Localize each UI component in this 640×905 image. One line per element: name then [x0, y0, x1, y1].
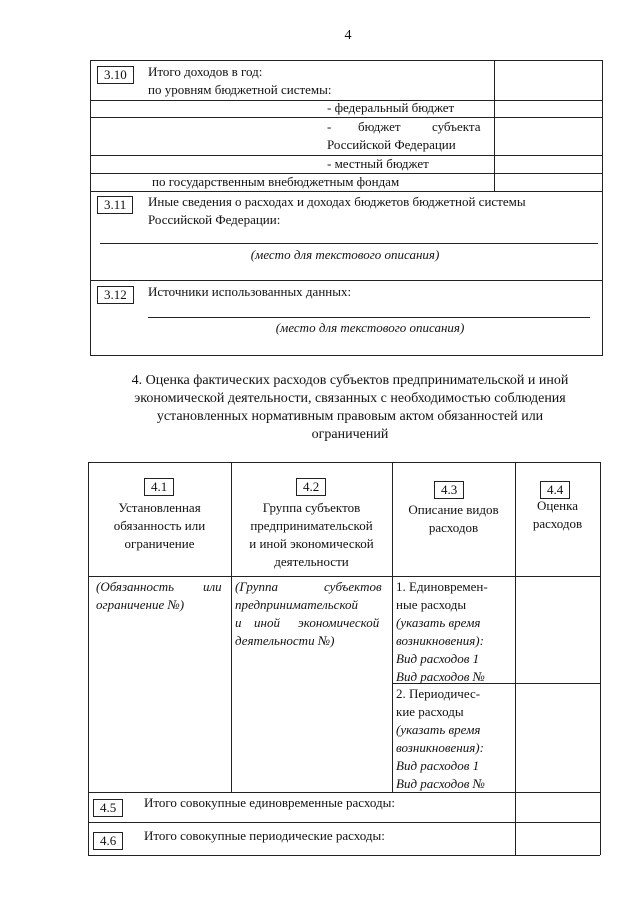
- col-4-3-line2: расходов: [428, 520, 479, 535]
- section-4-heading-line3: установленных нормативным правовым актом обязанностей или: [156, 409, 544, 424]
- row-number-4-5: 4.5: [93, 799, 123, 817]
- other-info-line2: Российской Федерации:: [148, 212, 281, 227]
- periodic-line6: Вид расходов №: [396, 776, 485, 791]
- row-number-4-6: 4.6: [93, 832, 123, 850]
- row-number-3-12: 3.12: [97, 286, 134, 304]
- subject-budget-dash: -: [327, 119, 332, 134]
- group-placeholder-d: и: [235, 615, 242, 630]
- col-4-2-line1: Группа субъектов: [262, 500, 361, 515]
- obligation-placeholder-b: или: [203, 579, 222, 594]
- one-time-line2: ные расходы: [396, 597, 467, 612]
- data-sources-label: Источники использованных данных:: [148, 284, 352, 299]
- page-number: 4: [344, 28, 352, 43]
- federal-budget-label: - федеральный бюджет: [327, 100, 455, 115]
- one-time-line3: (указать время: [396, 615, 481, 630]
- group-placeholder-c: предпринимательской: [235, 597, 359, 612]
- group-placeholder-a: (Группа: [235, 579, 278, 594]
- obligation-placeholder-a: (Обязанность: [96, 579, 175, 594]
- col-number-4-2: 4.2: [296, 478, 326, 496]
- col-4-4-line2: расходов: [532, 516, 583, 531]
- col-4-2-line4: деятельности: [274, 554, 349, 569]
- col-4-1-line3: ограничение: [124, 536, 195, 551]
- group-placeholder-g: деятельности №): [235, 633, 335, 648]
- periodic-line1: 2. Периодичес-: [396, 686, 481, 701]
- text-description-placeholder-3-12: (место для текстового описания): [275, 320, 465, 335]
- by-budget-levels-label: по уровням бюджетной системы:: [148, 82, 332, 97]
- section-4-heading-line4: ограничений: [311, 427, 389, 442]
- periodic-line5: Вид расходов 1: [396, 758, 480, 773]
- section-4-heading-line2: экономической деятельности, связанных с необходимостью соблюдения: [134, 391, 566, 406]
- group-placeholder-e: иной: [254, 615, 280, 630]
- one-time-line6: Вид расходов №: [396, 669, 485, 684]
- col-number-4-1: 4.1: [144, 478, 174, 496]
- periodic-line4: возникновения):: [396, 740, 484, 755]
- one-time-line4: возникновения):: [396, 633, 484, 648]
- subject-word: субъекта: [432, 119, 481, 134]
- col-4-2-line2: предпринимательской: [250, 518, 373, 533]
- total-one-time-label: Итого совокупные единовременные расходы:: [144, 795, 395, 810]
- col-number-4-3: 4.3: [434, 481, 464, 499]
- periodic-line2: кие расходы: [396, 704, 464, 719]
- section-4-heading-line1: 4. Оценка фактических расходов субъектов предпринимательской и иной: [131, 373, 569, 388]
- col-4-1-line2: обязанность или: [113, 518, 206, 533]
- obligation-placeholder-c: ограничение №): [96, 597, 185, 612]
- col-4-1-line1: Установленная: [118, 500, 201, 515]
- group-placeholder-b: субъектов: [324, 579, 382, 594]
- periodic-line3: (указать время: [396, 722, 481, 737]
- group-placeholder-f: экономической: [298, 615, 380, 630]
- total-periodic-label: Итого совокупные периодические расходы:: [144, 828, 385, 843]
- subject-budget-word: бюджет: [358, 119, 401, 134]
- extrabudgetary-funds-label: по государственным внебюджетным фондам: [152, 174, 400, 189]
- col-4-4-line1: Оценка: [537, 498, 578, 513]
- text-description-placeholder-3-11: (место для текстового описания): [250, 247, 440, 262]
- col-number-4-4: 4.4: [540, 481, 570, 499]
- col-4-2-line3: и иной экономической: [249, 536, 374, 551]
- row-number-3-11: 3.11: [97, 196, 133, 214]
- one-time-line5: Вид расходов 1: [396, 651, 480, 666]
- local-budget-label: - местный бюджет: [327, 156, 429, 171]
- row-number-3-10: 3.10: [97, 66, 134, 84]
- other-info-line1: Иные сведения о расходах и доходах бюджетов бюджетной системы: [148, 194, 526, 209]
- col-4-3-line1: Описание видов: [408, 502, 499, 517]
- russian-federation-label: Российской Федерации: [327, 137, 456, 152]
- one-time-line1: 1. Единовремен-: [396, 579, 488, 594]
- total-income-label: Итого доходов в год:: [148, 64, 263, 79]
